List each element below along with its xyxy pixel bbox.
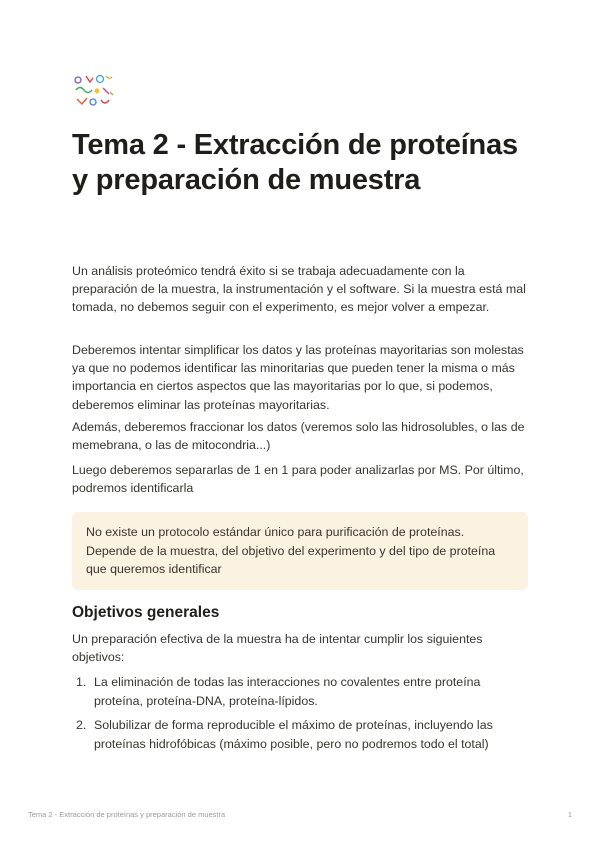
paragraph-4: Luego deberemos separarlas de 1 en 1 para poder analizarlas por MS. Por último, podremos identificarla (72, 463, 524, 496)
footer-title: Tema 2 - Extracción de proteínas y preparación de muestra (28, 810, 226, 819)
page-doodle-icon (72, 72, 116, 112)
list-item (72, 673, 532, 710)
page-title: Tema 2 - Extracción de proteínas y preparación de muestra (72, 129, 518, 196)
callout-note (72, 512, 528, 590)
list-item-number: 2. (76, 718, 87, 733)
paragraph-1: Un análisis proteómico tendrá éxito si se trabaja adecuadamente con la preparación de la muestra, la instrumentación y el software. Si la muestra está mal tomada, no debemos seguir con el experimento, es mejor volver a empezar. (72, 264, 526, 315)
list-item-text: Solubilizar de forma reproducible el máximo de proteínas, incluyendo las proteínas hidrofóbicas (máximo posible, pero no podremos todo el total) (94, 718, 493, 751)
section-heading: Objetivos generales (72, 604, 220, 621)
list-item (72, 716, 532, 753)
page-number: 1 (567, 810, 572, 819)
paragraph-3: Además, deberemos fraccionar los datos (veremos solo las hidrosolubles, o las de memebrana, o las de mitocondria...) (72, 420, 525, 453)
paragraph-2: Deberemos intentar simplificar los datos y las proteínas mayoritarias son molestas ya que no podemos identificar las minoritarias que pueden tener la misma o más importancia en ciertos aspectos que las mayoritarias por lo que, si podemos, deberemos eliminar las proteínas mayoritarias. (72, 343, 524, 412)
callout-text: No existe un protocolo estándar único para purificación de proteínas. Depende de la muestra, del objetivo del experimento y del tipo de proteína que queremos identificar (86, 525, 496, 577)
list-item-text: La eliminación de todas las interacciones no covalentes entre proteína proteína, proteína-DNA, proteína-lípidos. (94, 675, 481, 708)
page-footer (28, 810, 572, 819)
objectives-list (72, 673, 532, 753)
list-item-number: 1. (76, 675, 87, 689)
section-intro: Un preparación efectiva de la muestra ha de intentar cumplir los siguientes objetivos: (72, 632, 483, 665)
